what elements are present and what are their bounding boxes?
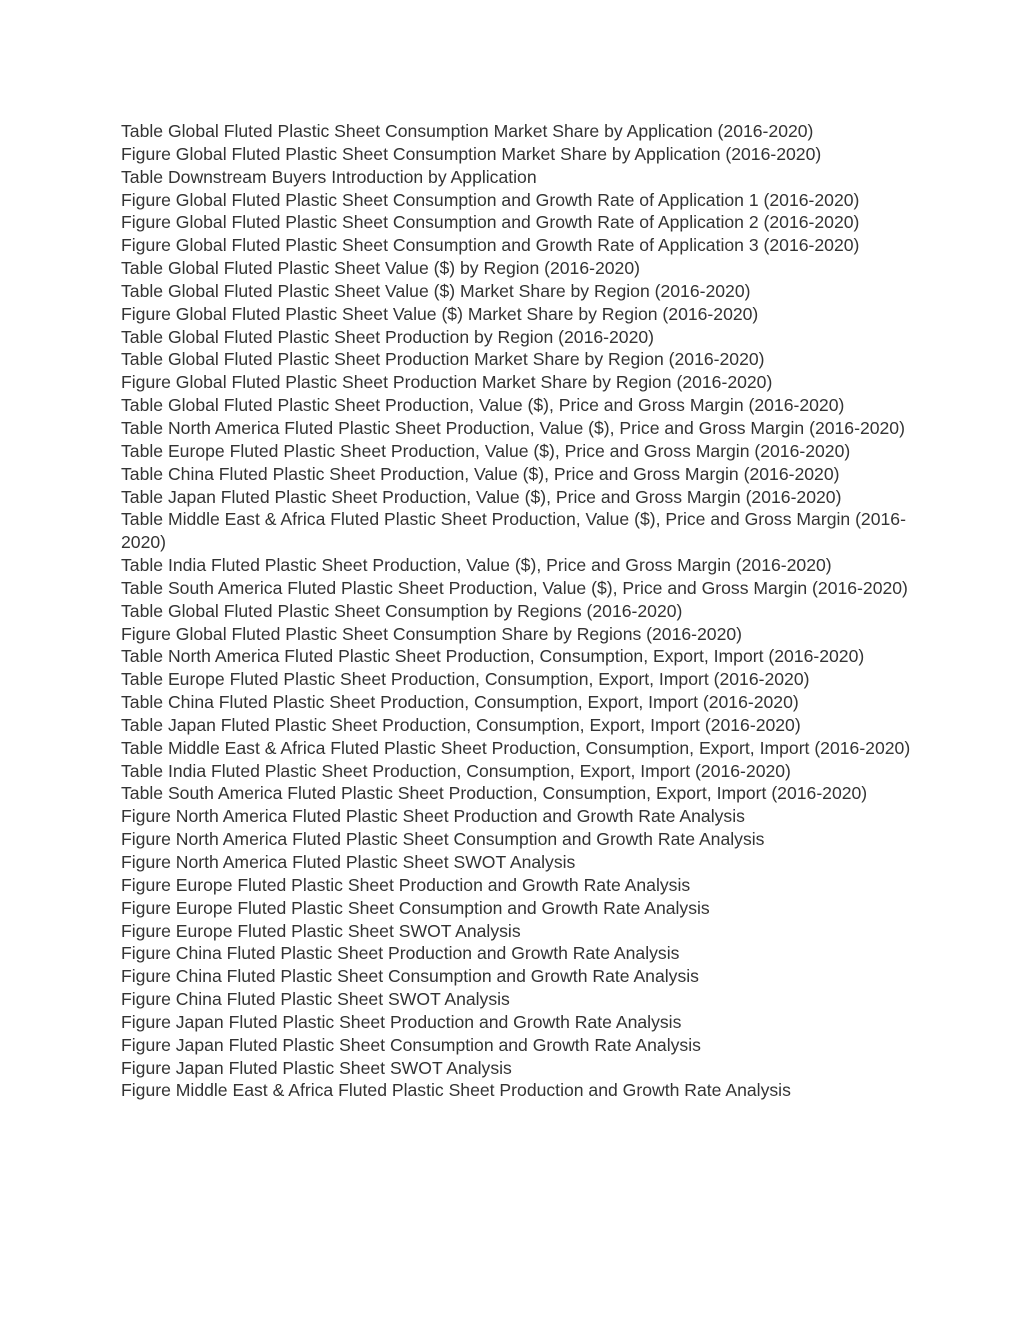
list-item: Figure North America Fluted Plastic Sheet Production and Growth Rate Analysis <box>121 806 745 827</box>
list-item: Figure China Fluted Plastic Sheet Production and Growth Rate Analysis <box>121 943 680 964</box>
figure-table-list <box>121 120 911 1102</box>
list-item: Figure Global Fluted Plastic Sheet Consumption and Growth Rate of Application 2 (2016-2020) <box>121 212 860 233</box>
list-item: Figure Europe Fluted Plastic Sheet SWOT Analysis <box>121 920 521 941</box>
list-item: Figure China Fluted Plastic Sheet SWOT Analysis <box>121 989 510 1010</box>
list-item: Figure Japan Fluted Plastic Sheet Production and Growth Rate Analysis <box>121 1011 682 1032</box>
list-item: Figure Japan Fluted Plastic Sheet Consumption and Growth Rate Analysis <box>121 1034 701 1055</box>
list-item: Table Middle East & Africa Fluted Plastic Sheet Production, Consumption, Export, Import (2016-2020) <box>121 737 911 758</box>
list-item: Table Global Fluted Plastic Sheet Production Market Share by Region (2016-2020) <box>121 349 765 370</box>
list-item: Table Global Fluted Plastic Sheet Value ($) Market Share by Region (2016-2020) <box>121 280 751 301</box>
list-item: Figure Europe Fluted Plastic Sheet Production and Growth Rate Analysis <box>121 874 691 895</box>
list-item: Table China Fluted Plastic Sheet Production, Value ($), Price and Gross Margin (2016-2020) <box>121 463 840 484</box>
list-item: Table Global Fluted Plastic Sheet Value ($) by Region (2016-2020) <box>121 258 640 279</box>
list-item: Figure Global Fluted Plastic Sheet Consumption Share by Regions (2016-2020) <box>121 623 743 644</box>
list-item: Table North America Fluted Plastic Sheet Production, Consumption, Export, Import (2016-2020) <box>121 646 865 667</box>
list-item: Table Middle East & Africa Fluted Plastic Sheet Production, Value ($), Price and Gross Margin (2016-2020) <box>121 509 906 553</box>
list-item: Table Global Fluted Plastic Sheet Consumption Market Share by Application (2016-2020) <box>121 121 814 141</box>
list-item: Figure North America Fluted Plastic Sheet SWOT Analysis <box>121 852 576 872</box>
list-item: Table North America Fluted Plastic Sheet Production, Value ($), Price and Gross Margin (2016-2020) <box>121 417 905 438</box>
list-item: Figure Global Fluted Plastic Sheet Consumption and Growth Rate of Application 3 (2016-2020) <box>121 235 860 256</box>
list-item: Figure Global Fluted Plastic Sheet Value ($) Market Share by Region (2016-2020) <box>121 303 759 324</box>
list-item: Figure Global Fluted Plastic Sheet Consumption and Growth Rate of Application 1 (2016-2020) <box>121 189 860 210</box>
list-item: Table Global Fluted Plastic Sheet Production by Region (2016-2020) <box>121 326 655 347</box>
list-item: Figure Middle East & Africa Fluted Plastic Sheet Production and Growth Rate Analysis <box>121 1080 791 1101</box>
list-item: Table Europe Fluted Plastic Sheet Production, Value ($), Price and Gross Margin (2016-2020) <box>121 440 851 461</box>
list-item: Table India Fluted Plastic Sheet Production, Value ($), Price and Gross Margin (2016-2020) <box>121 555 832 576</box>
list-item: Figure Global Fluted Plastic Sheet Consumption Market Share by Application (2016-2020) <box>121 143 822 164</box>
list-item: Figure North America Fluted Plastic Sheet Consumption and Growth Rate Analysis <box>121 829 765 850</box>
list-item: Figure Japan Fluted Plastic Sheet SWOT Analysis <box>121 1057 512 1078</box>
list-item: Table Japan Fluted Plastic Sheet Production, Value ($), Price and Gross Margin (2016-2020) <box>121 486 842 507</box>
list-item: Figure Europe Fluted Plastic Sheet Consumption and Growth Rate Analysis <box>121 897 710 918</box>
list-item: Table India Fluted Plastic Sheet Production, Consumption, Export, Import (2016-2020) <box>121 760 791 781</box>
list-item: Table Europe Fluted Plastic Sheet Production, Consumption, Export, Import (2016-2020) <box>121 669 810 690</box>
list-item: Figure China Fluted Plastic Sheet Consumption and Growth Rate Analysis <box>121 966 699 987</box>
list-item: Table South America Fluted Plastic Sheet Production, Consumption, Export, Import (2016-2020) <box>121 783 868 804</box>
list-item: Table Global Fluted Plastic Sheet Production, Value ($), Price and Gross Margin (2016-2020) <box>121 395 845 416</box>
list-item: Table Japan Fluted Plastic Sheet Production, Consumption, Export, Import (2016-2020) <box>121 714 801 735</box>
list-item: Table China Fluted Plastic Sheet Production, Consumption, Export, Import (2016-2020) <box>121 692 799 713</box>
list-item: Table Downstream Buyers Introduction by Application <box>121 166 537 187</box>
list-item: Table South America Fluted Plastic Sheet Production, Value ($), Price and Gross Margin (2016-2020) <box>121 577 908 598</box>
list-item: Figure Global Fluted Plastic Sheet Production Market Share by Region (2016-2020) <box>121 372 773 393</box>
list-item: Table Global Fluted Plastic Sheet Consumption by Regions (2016-2020) <box>121 600 683 621</box>
